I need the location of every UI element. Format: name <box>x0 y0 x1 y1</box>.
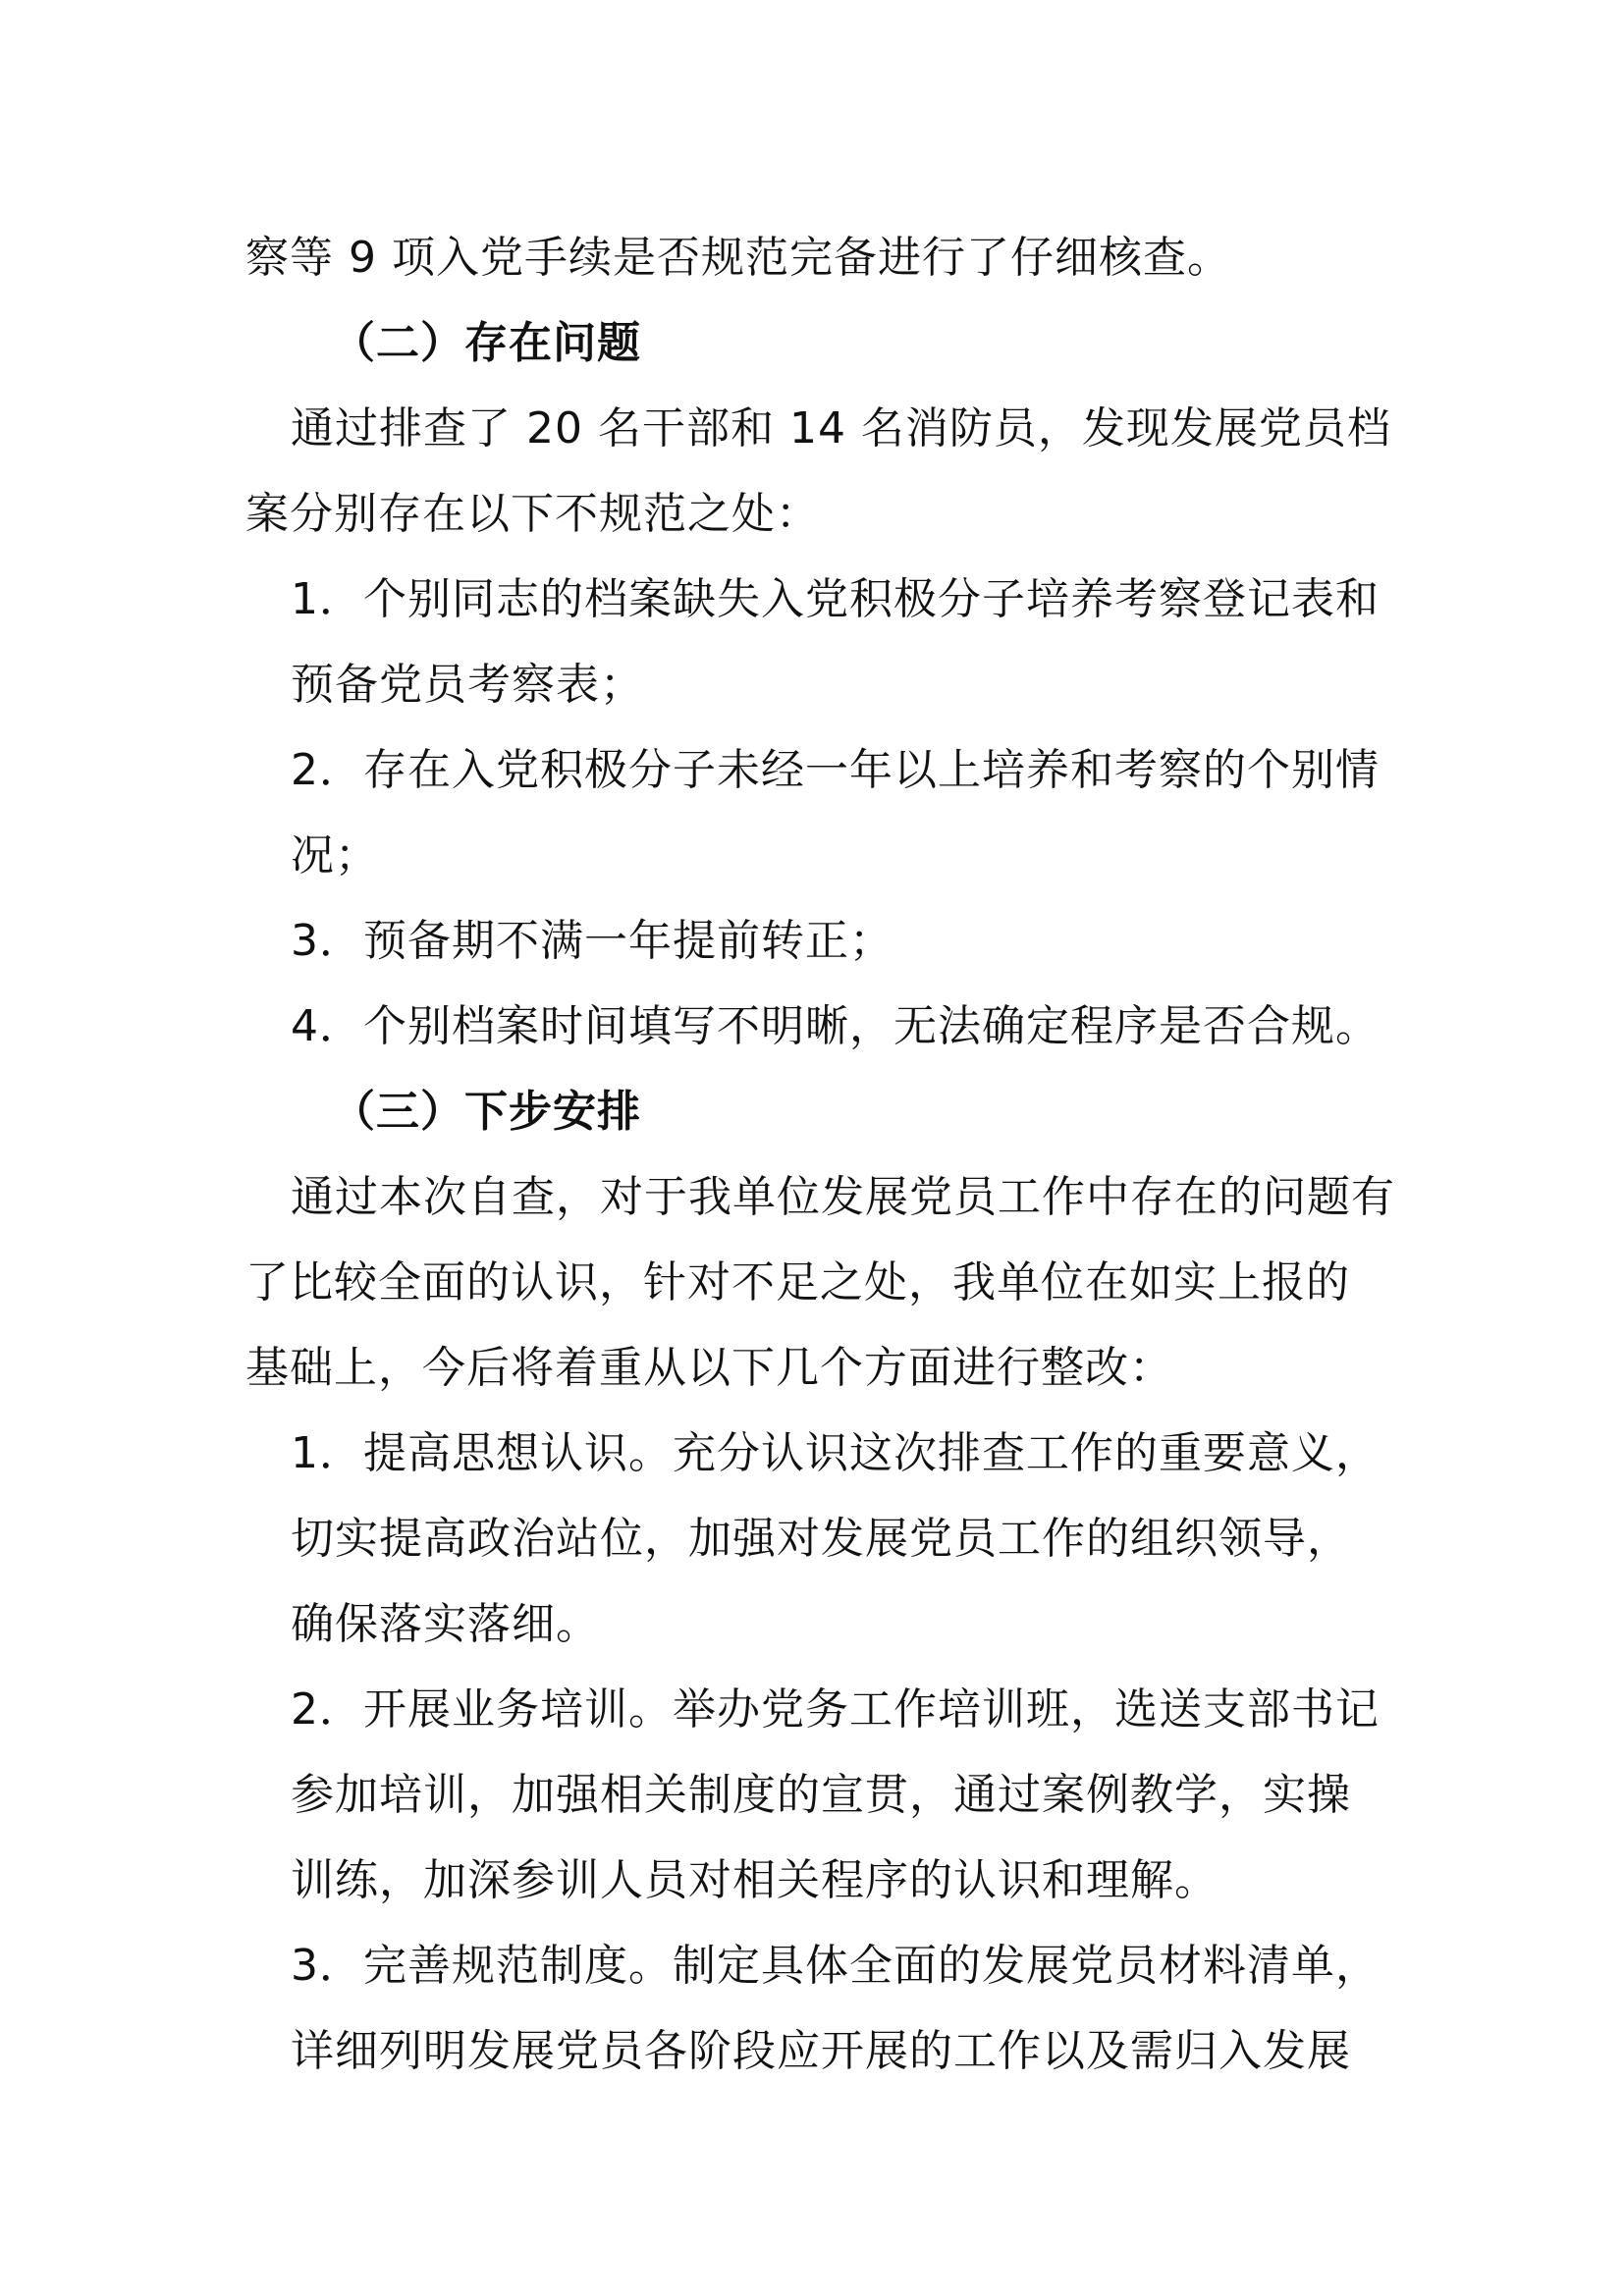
text-line: 预备党员考察表； <box>291 660 644 710</box>
list-item: 2．存在入党积极分子未经一年以上培养和考察的个别情 <box>291 745 1380 795</box>
text-line: 况； <box>291 830 379 881</box>
text-line: 详细列明发展党员各阶段应开展的工作以及需归入发展 <box>291 2026 1351 2076</box>
text-line: 通过本次自查，对于我单位发展党员工作中存在的问题有 <box>291 1172 1395 1222</box>
list-item: 3．预备期不满一年提前转正； <box>291 916 893 966</box>
text-line: 案分别存在以下不规范之处： <box>245 489 820 539</box>
section-heading: （二）存在问题 <box>332 318 641 368</box>
list-item: 1．提高思想认识。充分认识这次排查工作的重要意义， <box>291 1428 1380 1478</box>
list-item: 3．完善规范制度。制定具体全面的发展党员材料清单， <box>291 1941 1380 1991</box>
text-line: 通过排查了 20 名干部和 14 名消防员，发现发展党员档 <box>291 403 1391 454</box>
text-line: 察等 9 项入党手续是否规范完备进行了仔细核查。 <box>245 233 1231 283</box>
text-line: 确保落实落细。 <box>291 1599 600 1649</box>
text-line: 了比较全面的认识，针对不足之处，我单位在如实上报的 <box>245 1257 1350 1308</box>
text-line: 切实提高政治站位，加强对发展党员工作的组织领导， <box>291 1514 1351 1564</box>
text-line: 训练，加深参训人员对相关程序的认识和理解。 <box>291 1855 1218 1905</box>
list-item: 2．开展业务培训。举办党务工作培训班，选送支部书记 <box>291 1684 1380 1735</box>
text-line: 基础上，今后将着重从以下几个方面进行整改： <box>245 1343 1173 1393</box>
text-line: 参加培训，加强相关制度的宣贯，通过案例教学，实操 <box>291 1770 1351 1820</box>
list-item: 4．个别档案时间填写不明晰，无法确定程序是否合规。 <box>291 1001 1380 1051</box>
section-heading: （三）下步安排 <box>332 1087 641 1137</box>
list-item: 1．个别同志的档案缺失入党积极分子培养考察登记表和 <box>291 574 1380 624</box>
